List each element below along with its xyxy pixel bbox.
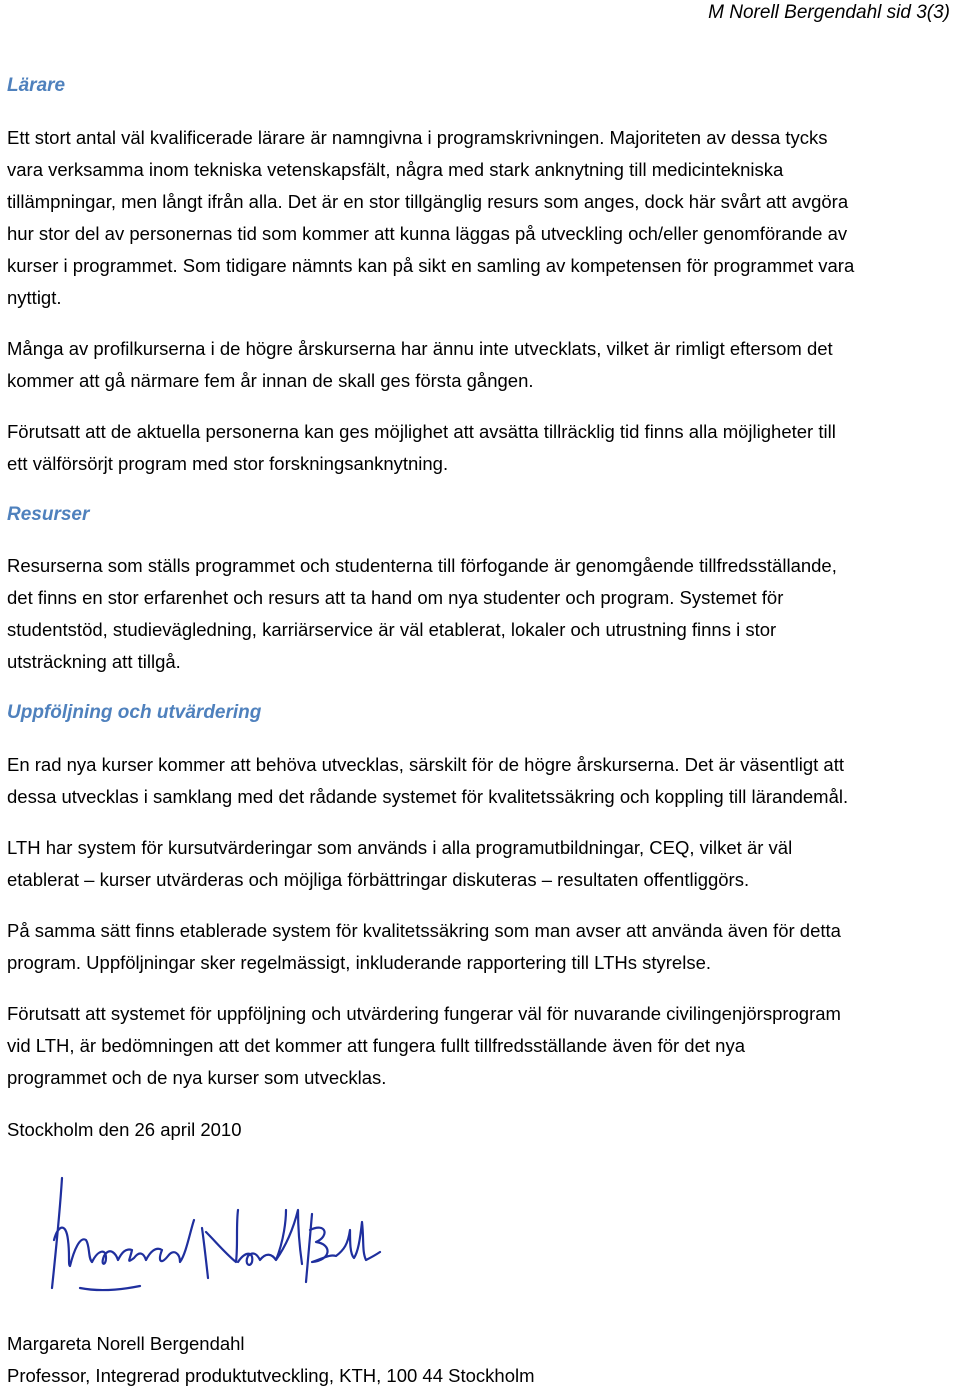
text-line: Ett stort antal väl kvalificerade lärare är namngivna i programskrivningen. Majoriteten av dessa tycks — [7, 127, 828, 148]
text-line: Stockholm den 26 april 2010 — [7, 1119, 242, 1140]
text-line: Många av profilkurserna i de högre årskurserna har ännu inte utvecklats, vilket är rimligt eftersom det — [7, 338, 833, 359]
text-line: tillämpningar, men långt ifrån alla. Det är en stor tillgänglig resurs som anges, dock här svårt att avgöra — [7, 191, 849, 212]
signature-stroke — [202, 1210, 238, 1278]
text-line: etablerat – kurser utvärderas och möjliga förbättringar diskuteras – resultaten offentliggörs. — [7, 869, 750, 890]
text-line: Resurserna som ställs programmet och studenterna till förfogande är genomgående tillfredsställande, — [7, 555, 837, 576]
text-line: utsträckning att tillgå. — [7, 651, 181, 672]
signature-stroke — [80, 1286, 140, 1290]
signatory-title: Professor, Integrerad produktutveckling, KTH, 100 44 Stockholm — [7, 1365, 535, 1386]
text-line: På samma sätt finns etablerade system för kvalitetssäkring som man avser att använda även för detta — [7, 920, 841, 941]
signatory-name: Margareta Norell Bergendahl — [7, 1333, 245, 1354]
section-heading-uppfoljning: Uppföljning och utvärdering — [7, 702, 262, 723]
paragraph-resurser-1 — [7, 550, 957, 678]
text-line: ett välförsörjt program med stor forskningsanknytning. — [7, 453, 449, 474]
signatory-block — [7, 1328, 957, 1392]
paragraph-uppfoljning-2 — [7, 832, 957, 896]
text-line: Förutsatt att systemet för uppföljning och utvärdering fungerar väl för nuvarande civilingenjörsprogram — [7, 1003, 841, 1024]
signature-stroke — [238, 1210, 302, 1265]
text-line: studentstöd, studievägledning, karriärservice är väl etablerat, lokaler och utrustning finns i stor — [7, 619, 777, 640]
text-line: kommer att gå närmare fem år innan de skall ges första gången. — [7, 370, 534, 391]
paragraph-larare-2 — [7, 333, 957, 397]
paragraph-larare-3 — [7, 416, 957, 480]
text-line: det finns en stor erfarenhet och resurs att ta hand om nya studenter och program. Systemet för — [7, 587, 784, 608]
paragraph-uppfoljning-4 — [7, 998, 957, 1094]
text-line: dessa utvecklas i samklang med det rådande systemet för kvalitetssäkring och koppling till lärandemål. — [7, 786, 849, 807]
text-line: Förutsatt att de aktuella personerna kan ges möjlighet att avsätta tillräcklig tid finns alla möjligheter till — [7, 421, 836, 442]
text-line: LTH har system för kursutvärderingar som används i alla programutbildningar, CEQ, vilket är väl — [7, 837, 793, 858]
signature-stroke — [306, 1214, 380, 1282]
text-line: vara verksamma inom tekniska vetenskapsfält, några med stark anknytning till medicintekniska — [7, 159, 784, 180]
section-heading-larare: Lärare — [7, 75, 66, 96]
text-line: program. Uppföljningar sker regelmässigt, inkluderande rapportering till LTHs styrelse. — [7, 952, 711, 973]
place-date — [7, 1114, 957, 1146]
text-line: En rad nya kurser kommer att behöva utvecklas, särskilt för de högre årskurserna. Det är väsentligt att — [7, 754, 844, 775]
text-line: kurser i programmet. Som tidigare nämnts kan på sikt en samling av kompetensen för programmet vara — [7, 255, 855, 276]
text-line: hur stor del av personernas tid som kommer att kunna läggas på utveckling och/eller genomförande av — [7, 223, 848, 244]
signature-stroke — [92, 1220, 194, 1264]
signature-stroke — [52, 1178, 92, 1288]
text-line: programmet och de nya kurser som utvecklas. — [7, 1067, 387, 1088]
section-heading-resurser: Resurser — [7, 504, 90, 525]
text-line: nyttigt. — [7, 287, 62, 308]
text-line: vid LTH, är bedömningen att det kommer att fungera fullt tillfredsställande även för det nya — [7, 1035, 745, 1056]
handwritten-signature — [40, 1170, 390, 1310]
paragraph-uppfoljning-1 — [7, 749, 957, 813]
page-header: M Norell Bergendahl sid 3(3) — [708, 2, 950, 23]
paragraph-larare-1 — [7, 122, 957, 314]
paragraph-uppfoljning-3 — [7, 915, 957, 979]
signature-strokes — [52, 1178, 380, 1290]
